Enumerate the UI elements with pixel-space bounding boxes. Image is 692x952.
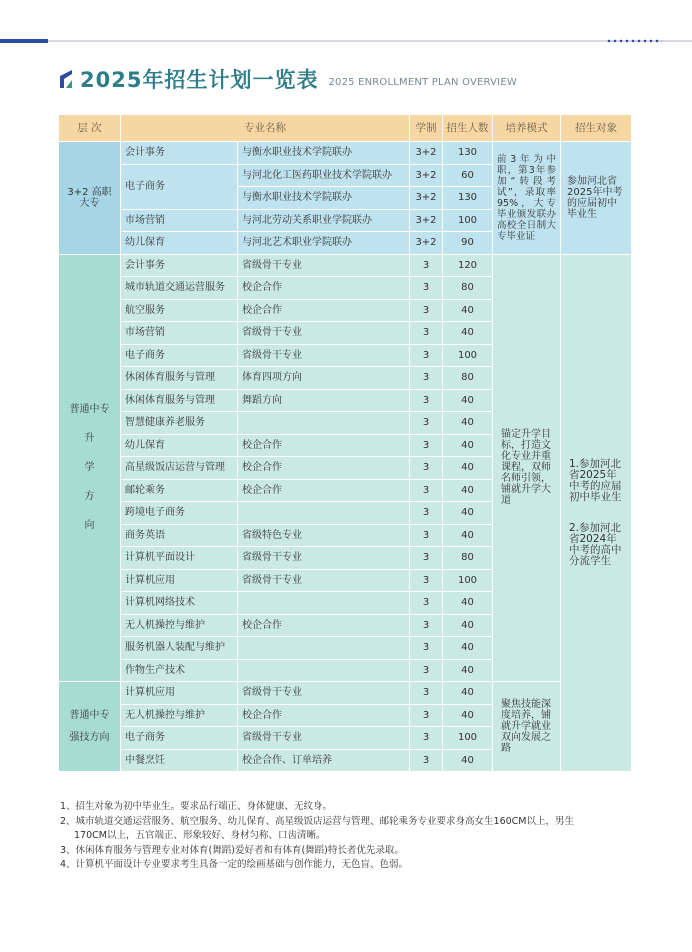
major-cell: 航空服务 xyxy=(121,299,238,322)
major-cell: 休闲体育服务与管理 xyxy=(121,367,238,390)
note-cell: 校企合作 xyxy=(238,614,410,637)
title-chinese: 2025年招生计划一览表 xyxy=(80,68,319,92)
count-cell: 130 xyxy=(443,142,493,165)
note-cell: 省级骨干专业 xyxy=(238,547,410,570)
count-cell: 40 xyxy=(443,682,493,705)
years-cell: 3+2 xyxy=(410,164,443,187)
years-cell: 3 xyxy=(410,367,443,390)
major-cell: 幼儿保育 xyxy=(121,434,238,457)
note-cell: 省级特色专业 xyxy=(238,524,410,547)
note-cell: 校企合作 xyxy=(238,457,410,480)
top-accent-bar xyxy=(0,39,48,43)
table-row xyxy=(59,142,632,165)
note-cell: 校企合作 xyxy=(238,299,410,322)
years-cell: 3 xyxy=(410,749,443,772)
training-mode-skills: 聚焦技能深度培养，铺就升学就业双向发展之路 xyxy=(493,682,561,772)
note-cell: 省级骨干专业 xyxy=(238,322,410,345)
years-cell: 3 xyxy=(410,502,443,525)
header-mode: 培养模式 xyxy=(493,115,561,142)
count-cell: 80 xyxy=(443,367,493,390)
target-item-1: 1.参加河北省2025年中考的应届初中毕业生 xyxy=(569,457,622,503)
target-secondary xyxy=(561,254,632,772)
note-cell: 省级骨干专业 xyxy=(238,569,410,592)
count-cell: 100 xyxy=(443,209,493,232)
count-cell: 40 xyxy=(443,457,493,480)
major-cell: 跨境电子商务 xyxy=(121,502,238,525)
major-cell: 市场营销 xyxy=(121,209,238,232)
table-header-row xyxy=(59,115,632,142)
note-cell: 与河北劳动关系职业学院联办 xyxy=(238,209,410,232)
level-cell-academic xyxy=(59,254,121,682)
enrollment-table xyxy=(58,114,632,772)
count-cell: 40 xyxy=(443,592,493,615)
level-cell-skills xyxy=(59,682,121,772)
note-cell xyxy=(238,412,410,435)
years-cell: 3+2 xyxy=(410,187,443,210)
years-cell: 3+2 xyxy=(410,209,443,232)
note-cell: 校企合作 xyxy=(238,479,410,502)
note-cell xyxy=(238,637,410,660)
top-divider xyxy=(0,40,692,42)
years-cell: 3+2 xyxy=(410,232,443,255)
major-cell: 电子商务 xyxy=(121,344,238,367)
count-cell: 100 xyxy=(443,344,493,367)
note-cell: 校企合作 xyxy=(238,434,410,457)
major-cell: 智慧健康养老服务 xyxy=(121,412,238,435)
major-cell: 会计事务 xyxy=(121,254,238,277)
target-3plus2: 参加河北省2025年中考的应届初中毕业生 xyxy=(561,142,632,255)
header-years: 学制 xyxy=(410,115,443,142)
note-2b: 170CM以上，五官端正、形象较好、身材匀称、口齿清晰。 xyxy=(74,830,326,841)
note-cell: 与河北化工医药职业技术学院联办 xyxy=(238,164,410,187)
major-cell: 休闲体育服务与管理 xyxy=(121,389,238,412)
major-cell: 计算机应用 xyxy=(121,682,238,705)
years-cell: 3 xyxy=(410,434,443,457)
years-cell: 3 xyxy=(410,479,443,502)
major-cell: 市场营销 xyxy=(121,322,238,345)
major-cell: 电子商务 xyxy=(121,164,238,209)
level-label-skills-1: 普通中专 xyxy=(69,709,110,721)
level-label-3: 学 xyxy=(84,462,95,474)
years-cell: 3 xyxy=(410,412,443,435)
years-cell: 3 xyxy=(410,277,443,300)
note-cell: 省级骨干专业 xyxy=(238,682,410,705)
note-cell: 省级骨干专业 xyxy=(238,727,410,750)
count-cell: 40 xyxy=(443,322,493,345)
major-cell: 计算机平面设计 xyxy=(121,547,238,570)
training-mode-academic: 锚定升学目标，打造文化专业并重课程，双师名师引领，铺就升学大道 xyxy=(493,254,561,682)
count-cell: 100 xyxy=(443,569,493,592)
table-row xyxy=(59,682,632,705)
note-cell: 与河北艺术职业学院联办 xyxy=(238,232,410,255)
title-marker-icon xyxy=(60,70,72,88)
years-cell: 3 xyxy=(410,344,443,367)
count-cell: 40 xyxy=(443,524,493,547)
major-cell: 会计事务 xyxy=(121,142,238,165)
count-cell: 80 xyxy=(443,277,493,300)
major-cell: 无人机操控与维护 xyxy=(121,704,238,727)
page-title xyxy=(60,64,517,94)
table-row xyxy=(59,254,632,277)
level-label-5: 向 xyxy=(84,520,95,532)
count-cell: 90 xyxy=(443,232,493,255)
header-target: 招生对象 xyxy=(561,115,632,142)
note-cell: 校企合作 xyxy=(238,704,410,727)
note-cell: 舞蹈方向 xyxy=(238,389,410,412)
major-cell: 计算机网络技术 xyxy=(121,592,238,615)
header-count: 招生人数 xyxy=(443,115,493,142)
target-item-2: 2.参加河北省2024年中考的高中分流学生 xyxy=(569,521,622,567)
major-cell: 无人机操控与维护 xyxy=(121,614,238,637)
note-cell xyxy=(238,592,410,615)
count-cell: 40 xyxy=(443,479,493,502)
years-cell: 3 xyxy=(410,682,443,705)
count-cell: 120 xyxy=(443,254,493,277)
note-cell: 与衡水职业技术学院联办 xyxy=(238,142,410,165)
level-label-4: 方 xyxy=(84,491,95,503)
count-cell: 40 xyxy=(443,299,493,322)
note-4: 4、计算机平面设计专业要求考生具备一定的绘画基础与创作能力，无色盲、色弱。 xyxy=(60,859,409,870)
note-cell: 校企合作、订单培养 xyxy=(238,749,410,772)
note-cell: 校企合作 xyxy=(238,277,410,300)
count-cell: 100 xyxy=(443,727,493,750)
decorative-dots xyxy=(606,38,662,44)
years-cell: 3 xyxy=(410,389,443,412)
years-cell: 3+2 xyxy=(410,142,443,165)
count-cell: 60 xyxy=(443,164,493,187)
level-label-skills-2: 强技方向 xyxy=(69,731,110,743)
note-cell: 体育四项方向 xyxy=(238,367,410,390)
years-cell: 3 xyxy=(410,592,443,615)
major-cell: 高星级饭店运营与管理 xyxy=(121,457,238,480)
count-cell: 40 xyxy=(443,434,493,457)
years-cell: 3 xyxy=(410,524,443,547)
major-cell: 商务英语 xyxy=(121,524,238,547)
years-cell: 3 xyxy=(410,614,443,637)
count-cell: 40 xyxy=(443,749,493,772)
note-cell: 省级骨干专业 xyxy=(238,254,410,277)
years-cell: 3 xyxy=(410,704,443,727)
years-cell: 3 xyxy=(410,322,443,345)
major-cell: 服务机器人装配与维护 xyxy=(121,637,238,660)
years-cell: 3 xyxy=(410,569,443,592)
major-cell: 作物生产技术 xyxy=(121,659,238,682)
count-cell: 40 xyxy=(443,502,493,525)
header-level: 层 次 xyxy=(59,115,121,142)
note-1: 1、招生对象为初中毕业生。要求品行端正、身体健康、无纹身。 xyxy=(60,801,333,812)
years-cell: 3 xyxy=(410,457,443,480)
years-cell: 3 xyxy=(410,254,443,277)
years-cell: 3 xyxy=(410,547,443,570)
title-english: 2025 ENROLLMENT PLAN OVERVIEW xyxy=(328,76,517,88)
note-cell xyxy=(238,659,410,682)
major-cell: 计算机应用 xyxy=(121,569,238,592)
count-cell: 80 xyxy=(443,547,493,570)
count-cell: 40 xyxy=(443,614,493,637)
level-label-1: 普通中专 xyxy=(69,404,110,416)
years-cell: 3 xyxy=(410,637,443,660)
years-cell: 3 xyxy=(410,659,443,682)
major-cell: 城市轨道交通运营服务 xyxy=(121,277,238,300)
level-label-2: 升 xyxy=(84,433,95,445)
major-cell: 中餐烹饪 xyxy=(121,749,238,772)
note-2a: 2、城市轨道交通运营服务、航空服务、幼儿保育、高星级饭店运营与管理、邮轮乘务专业要求身高女生160CM以上，男生 xyxy=(60,815,575,827)
note-3: 3、休闲体育服务与管理专业对体育(舞蹈)爱好者和有体育(舞蹈)特长者优先录取。 xyxy=(60,844,404,856)
major-cell: 邮轮乘务 xyxy=(121,479,238,502)
major-cell: 电子商务 xyxy=(121,727,238,750)
training-mode-3plus2: 前3年为中职，第3年参加“转段考试”，录取率95%，大专毕业颁发联办高校全日制大专毕业证 xyxy=(493,142,561,255)
footnotes xyxy=(60,800,650,873)
years-cell: 3 xyxy=(410,727,443,750)
count-cell: 40 xyxy=(443,412,493,435)
header-major: 专业名称 xyxy=(121,115,410,142)
note-cell: 与衡水职业技术学院联办 xyxy=(238,187,410,210)
count-cell: 40 xyxy=(443,637,493,660)
count-cell: 40 xyxy=(443,659,493,682)
major-cell: 幼儿保育 xyxy=(121,232,238,255)
level-cell-3plus2: 3+2 高职大专 xyxy=(59,142,121,255)
note-cell xyxy=(238,502,410,525)
note-cell: 省级骨干专业 xyxy=(238,344,410,367)
years-cell: 3 xyxy=(410,299,443,322)
count-cell: 130 xyxy=(443,187,493,210)
count-cell: 40 xyxy=(443,389,493,412)
count-cell: 40 xyxy=(443,704,493,727)
